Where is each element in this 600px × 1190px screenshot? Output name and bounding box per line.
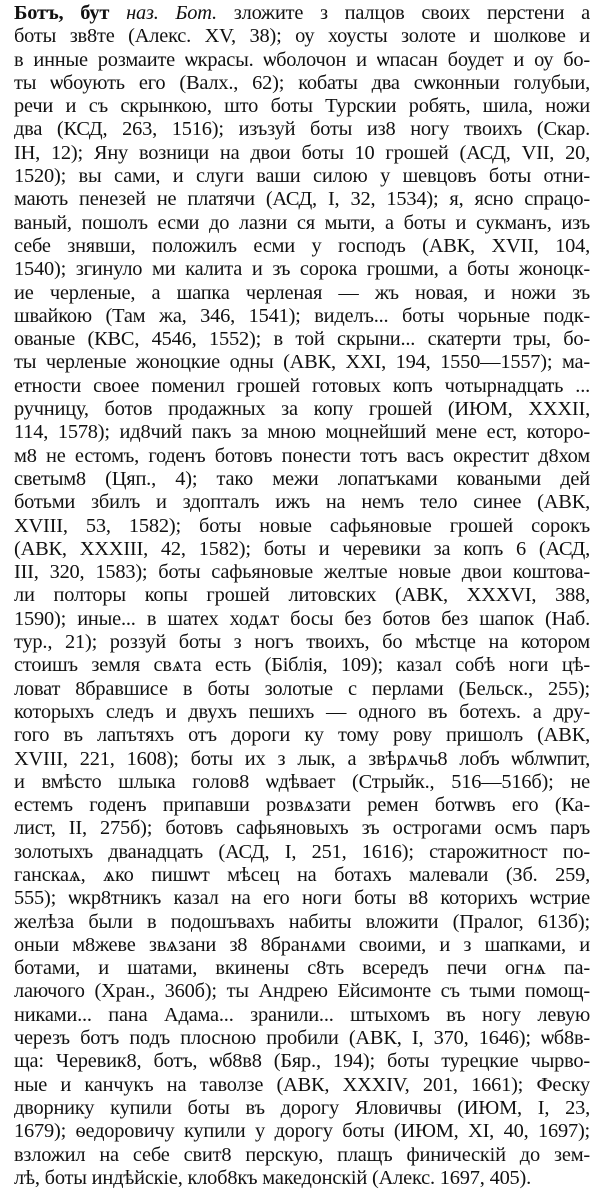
entry-line	[14, 934, 590, 957]
entry-line-text: швайкою (Там жа, 346, 1541); виделъ... боты чорьные подк-	[14, 304, 590, 327]
entry-line	[14, 1120, 590, 1143]
entry-line-text: стоишъ земля свѧта есть (Біблія, 109); казал собѣ ноги цѣ-	[14, 654, 590, 677]
entry-line	[14, 841, 590, 864]
entry-line-text: ные и канчукъ на таволзе (АВК, XXXIV, 201, 1661); Феску	[14, 1073, 590, 1096]
entry-line	[14, 165, 590, 188]
entry-line	[14, 282, 590, 305]
entry-line-text: ваный, пошолъ есми до лазни ся мыти, а боты и сукманъ, изъ	[14, 211, 590, 234]
entry-line-text: естемъ годенъ припавши розвѧзати ремен ботѡвъ его (Ка-	[14, 794, 590, 817]
entry-line	[14, 1027, 590, 1050]
entry-line-text: ботьми збилъ и здопталъ ижъ на немъ тело синее (АВК,	[14, 491, 590, 514]
entry-line-text: ботами, и шатами, вкинены с8ть всередъ печи огнѧ па-	[14, 957, 590, 980]
entry-line-text: никами... пана Адама... зранили... штыхомъ въ ногу левую	[14, 1003, 590, 1026]
entry-line-text: мають пенезей не платячи (АСД, I, 32, 1534); я, ясно спрацо-	[14, 188, 590, 211]
entry-line-text: желѣза были в подошъвахъ набиты вложити (Пралог, 613б);	[14, 910, 590, 933]
entry-line-text: ты ѡбоують его (Валх., 62); кобаты два сѡконныи голубыи,	[14, 71, 590, 94]
entry-line-text: себе знявши, положилъ есми у господъ (АВК, XVII, 104,	[14, 234, 590, 257]
entry-line-text: 1679); ѳедоровичу купили у дорогу боты (ИЮМ, XI, 40, 1697);	[14, 1120, 590, 1143]
entry-line-text: и вмѣсто шлыка голов8 ѡдѣвает (Стрыйк., 516—516б); не	[14, 770, 590, 793]
entry-line	[14, 654, 590, 677]
entry-line	[14, 817, 590, 840]
entry-line-text: ганскаѧ, ѧко пишѡт мѣсец на ботахъ малевали (Зб. 259,	[14, 863, 590, 886]
entry-line-text: ІН, 12); Яну возници на двои боты 10 грошей (АСД, VII, 20,	[14, 141, 590, 164]
entry-line-text: ованые (КВС, 4546, 1552); в той скрыни... скатерти тры, бо-	[14, 328, 590, 351]
entry-line	[14, 980, 590, 1003]
entry-line	[14, 911, 590, 934]
entry-line	[14, 235, 590, 258]
entry-line	[14, 748, 590, 771]
entry-line	[14, 375, 590, 398]
entry-line	[14, 2, 590, 25]
entry-line	[14, 445, 590, 468]
entry-line-text: в инные розмаите ѡкрасы. ѡболочон и ѡпасан боудет и оу бо-	[14, 48, 590, 71]
entry-line-text: взложил на себе свит8 перскую, плащъ финическій до зем-	[14, 1143, 590, 1166]
entry-line-text: (АВК, XXXIII, 42, 1582); боты и черевики за копъ 6 (АСД,	[14, 537, 590, 560]
entry-line	[14, 608, 590, 631]
entry-line	[14, 258, 590, 281]
entry-line-text: м8 не естомъ, годенъ ботовъ понести тотъ васъ окрестит д8хом	[14, 444, 590, 467]
entry-line	[14, 491, 590, 514]
entry-line	[14, 351, 590, 374]
entry-line-text: етности своее поменил грошей готовых копъ чотырнадцать ...	[14, 374, 590, 397]
entry-line	[14, 771, 590, 794]
entry-line	[14, 421, 590, 444]
entry-line	[14, 328, 590, 351]
entry-line-text: боты зв8те (Алекс. XV, 38); оу хоусты золоте и шолкове и	[14, 25, 590, 48]
entry-line	[14, 794, 590, 817]
entry-line	[14, 631, 590, 654]
entry-line-text: светым8 (Цяп., 4); тако межи лопатъками коваными дей	[14, 467, 590, 490]
entry-line	[14, 957, 590, 980]
entry-line-text: 555); ѡкр8тникъ казал на его ноги боты в8 которихъ ѡстрие	[14, 887, 590, 910]
entry-line-text: тур., 21); роззуй боты з ногъ твоихъ, бо мѣстце на котором	[14, 631, 590, 654]
entry-line	[14, 515, 590, 538]
entry-line-text: 1540); згинуло ми калита и зъ сорока грошми, а боты жоноцк-	[14, 258, 590, 281]
entry-line-text: лаючого (Хран., 360б); ты Андрею Ейсимонте съ тыми помощ-	[14, 980, 590, 1003]
entry-line-text: XVIII, 53, 1582); боты новые сафьяновые грошей сорокъ	[14, 514, 590, 537]
entry-line-text: ручницу, ботов продажных за копу грошей (ИЮМ, XXXII,	[14, 398, 590, 421]
entry-line	[14, 1167, 590, 1190]
entry-line	[14, 118, 590, 141]
entry-line-text: речи и съ скрынкою, што боты Турскии робять, шила, ножи	[14, 95, 590, 118]
entry-line	[14, 864, 590, 887]
entry-line	[14, 188, 590, 211]
entry-line-text: 1590); иные... в шатех ходѧт босы без ботов без шапок (Наб.	[14, 607, 590, 630]
entry-line	[14, 212, 590, 235]
entry-line-text: ща: Черевик8, ботъ, ѡб8в8 (Бяр., 194); боты турецкие чырво-	[14, 1050, 590, 1073]
entry-grammar-label: наз. Бот.	[126, 2, 217, 24]
entry-line-text: которыхъ следъ и двухъ пешихъ — одного въ ботехъ. а дру-	[14, 700, 590, 723]
entry-line	[14, 1004, 590, 1027]
entry-line	[14, 305, 590, 328]
entry-line-text: 114, 1578); ид8чий пакъ за мною моцнейший мене ест, которо-	[14, 421, 590, 444]
entry-line-text: оныи м8жеве звѧзани з8 8бранѧми своими, и з шапками, и	[14, 933, 590, 956]
entry-line	[14, 1074, 590, 1097]
entry-line	[14, 701, 590, 724]
entry-line-text: зложите з палцов своих перстени а	[233, 2, 590, 24]
entry-line-text: черезъ ботъ подъ плосною пробили (АВК, I, 370, 1646); ѡб8в-	[14, 1027, 590, 1050]
entry-line-text: два (КСД, 263, 1516); изъзуй боты из8 ногу твоихъ (Скар.	[14, 118, 590, 141]
entry-line	[14, 1097, 590, 1120]
entry-line	[14, 678, 590, 701]
entry-line	[14, 584, 590, 607]
entry-line	[14, 887, 590, 910]
entry-line-text: ие черленые, а шапка черленая — жъ новая, и ножи зъ	[14, 281, 590, 304]
entry-line	[14, 72, 590, 95]
entry-line	[14, 142, 590, 165]
entry-line	[14, 468, 590, 491]
entry-headword: Ботъ, бут	[14, 2, 110, 24]
entry-line-text: ли полторы копы грошей литовских (АВК, XXXVI, 388,	[14, 584, 590, 607]
entry-line	[14, 398, 590, 421]
entry-line-text: ты черленые жоноцкие одны (АВК, XXI, 194, 1550—1557); ма-	[14, 351, 590, 374]
entry-line	[14, 95, 590, 118]
entry-line-text: III, 320, 1583); боты сафьяновые желтые новые двои коштова-	[14, 561, 590, 584]
entry-line	[14, 1050, 590, 1073]
entry-line-text: ловат 8бравшисе в боты золотые с перлами (Бельск., 255);	[14, 677, 590, 700]
entry-line	[14, 724, 590, 747]
entry-line	[14, 1144, 590, 1167]
entry-line-text: лист, II, 275б); ботовъ сафьяновыхъ зъ острогами осмъ паръ	[14, 817, 590, 840]
dictionary-entry	[14, 2, 590, 1190]
entry-line	[14, 538, 590, 561]
entry-line-text: 1520); вы сами, и слуги ваши силою у шевцовъ боты отни-	[14, 165, 590, 188]
entry-line-text: золотыхъ дванадцать (АСД, I, 251, 1616); старожитност по-	[14, 840, 590, 863]
entry-line-text: гого въ лапътяхъ отъ дороги ку тому рову пришолъ (АВК,	[14, 724, 590, 747]
entry-line-text: дворнику купили боты въ дорогу Яловичвы (ИЮМ, I, 23,	[14, 1096, 590, 1119]
entry-line	[14, 25, 590, 48]
entry-line-text: лѣ, боты индѣйскіе, клоб8къ македонскій (Алекс. 1697, 405).	[14, 1166, 532, 1189]
entry-line	[14, 561, 590, 584]
entry-line	[14, 49, 590, 72]
entry-line-text: XVIII, 221, 1608); боты их з лык, а звѣрѧчь8 лобъ ѡблѡпит,	[14, 747, 590, 770]
